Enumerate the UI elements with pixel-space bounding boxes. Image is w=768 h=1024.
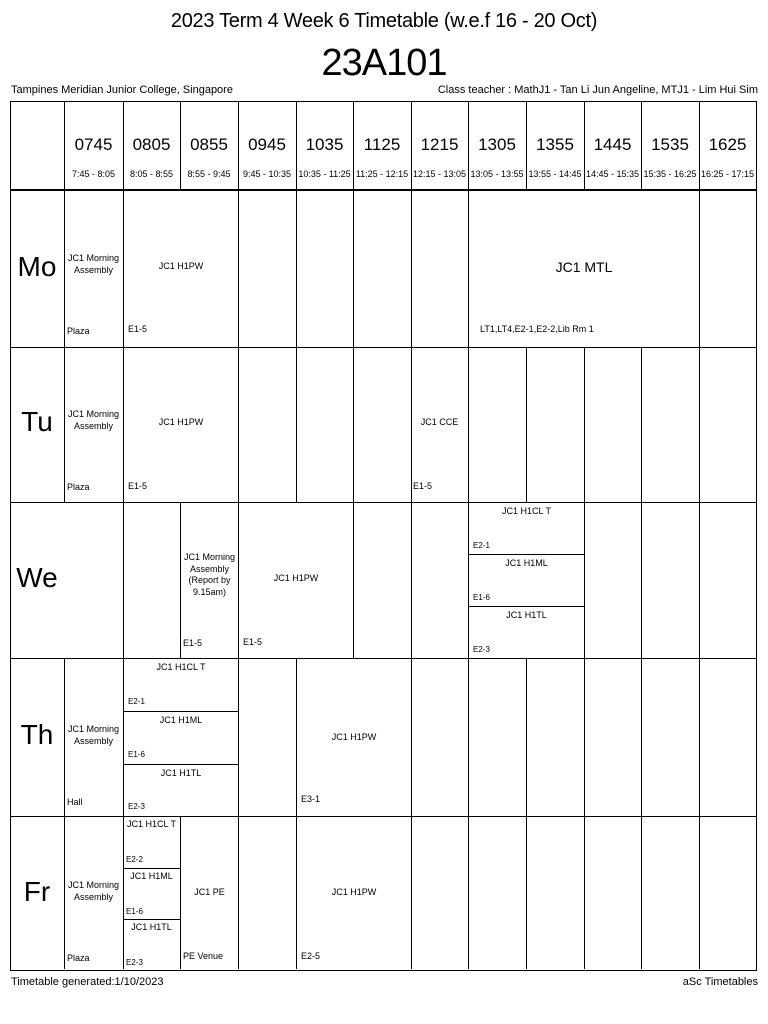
period-number: 0945	[248, 135, 286, 154]
cell-divider	[238, 817, 239, 969]
cell-divider	[526, 817, 527, 969]
period-time: 12:15 - 13:05	[412, 169, 467, 179]
lesson-room: Plaza	[67, 953, 90, 963]
sub-divider	[123, 868, 180, 869]
cell-divider	[699, 817, 700, 969]
lesson-room: E3-1	[301, 794, 321, 804]
lesson-room: E1-6	[473, 593, 490, 602]
cell-divider	[699, 659, 700, 816]
lesson-room: E1-6	[128, 750, 145, 759]
software-credit: aSc Timetables	[682, 976, 758, 988]
lesson-room: E1-5	[413, 481, 433, 491]
lesson-room: E1-5	[243, 637, 263, 647]
period-time: 11:25 - 12:15	[355, 169, 409, 179]
lesson-room: E2-1	[473, 541, 490, 550]
lesson-h1pw: JC1 H1PW	[273, 573, 319, 583]
cell-divider	[468, 503, 469, 658]
cell-divider	[123, 503, 124, 658]
lesson-room: E2-2	[126, 855, 143, 864]
cell-divider	[468, 659, 469, 816]
cell-divider	[699, 503, 700, 658]
lesson-room: PE Venue	[183, 951, 224, 961]
cell-divider	[699, 348, 700, 502]
lesson-room: Hall	[67, 797, 83, 807]
cell-divider	[64, 190, 65, 347]
lesson-room: E1-6	[126, 907, 143, 916]
lesson-h1ml: JC1 H1ML	[159, 715, 203, 725]
cell-divider	[123, 817, 124, 969]
cell-divider	[411, 190, 412, 347]
period-number: 1535	[651, 135, 689, 154]
period-time: 10:35 - 11:25	[298, 169, 351, 179]
cell-divider	[468, 348, 469, 502]
lesson-room: E2-3	[126, 958, 143, 967]
lesson-assembly-report: JC1 Morning Assembly (Report by 9.15am)	[183, 552, 236, 598]
day-label-mo: Mo	[17, 251, 57, 282]
period-time: 16:25 - 17:15	[700, 169, 755, 179]
period-number: 1035	[305, 135, 344, 154]
lesson-h1tl: JC1 H1TL	[131, 922, 172, 932]
period-number: 1445	[593, 135, 632, 154]
cell-divider	[641, 659, 642, 816]
lesson-h1clt: JC1 H1CL T	[501, 506, 552, 516]
sub-divider	[123, 711, 238, 712]
sub-divider	[123, 919, 180, 920]
period-number: 0855	[190, 135, 228, 154]
cell-divider	[296, 190, 297, 347]
lesson-assembly: JC1 Morning Assembly	[67, 409, 120, 431]
lesson-assembly: JC1 Morning Assembly	[67, 253, 120, 275]
lesson-h1tl: JC1 H1TL	[160, 768, 202, 778]
lesson-room: E1-5	[183, 638, 203, 648]
class-teacher: Class teacher : MathJ1 - Tan Li Jun Angeline, MTJ1 - Lim Hui Sim	[437, 84, 758, 96]
period-number: 0745	[74, 135, 113, 154]
lesson-mtl: JC1 MTL	[555, 259, 613, 275]
period-number: 1125	[363, 135, 401, 154]
period-time: 15:35 - 16:25	[643, 169, 697, 179]
day-label-fr: Fr	[23, 876, 51, 907]
period-number: 0805	[132, 135, 171, 154]
period-number: 1625	[708, 135, 747, 154]
cell-divider	[526, 659, 527, 816]
lesson-h1ml: JC1 H1ML	[505, 558, 548, 568]
lesson-h1pw: JC1 H1PW	[331, 887, 377, 897]
cell-divider	[411, 817, 412, 969]
cell-divider	[238, 659, 239, 816]
lesson-assembly: JC1 Morning Assembly	[67, 724, 120, 746]
lesson-h1pw: JC1 H1PW	[158, 261, 204, 271]
cell-divider	[411, 659, 412, 816]
lesson-h1clt: JC1 H1CL T	[156, 662, 206, 672]
lesson-room: E2-3	[473, 645, 490, 654]
period-time: 7:45 - 8:05	[71, 169, 116, 179]
lesson-room: E2-5	[301, 951, 321, 961]
cell-divider	[64, 659, 65, 816]
cell-divider	[238, 348, 239, 502]
lesson-room: E1-5	[128, 324, 148, 334]
sub-divider	[468, 554, 584, 555]
period-time: 14:45 - 15:35	[585, 169, 640, 179]
period-number: 1355	[536, 135, 574, 154]
class-name: 23A101	[321, 42, 447, 84]
cell-divider	[296, 348, 297, 502]
sub-divider	[123, 764, 238, 765]
lesson-h1ml: JC1 H1ML	[130, 871, 173, 881]
cell-divider	[641, 348, 642, 502]
lesson-room: LT1,LT4,E2-1,E2-2,Lib Rm 1	[480, 324, 594, 334]
lesson-room: Plaza	[67, 326, 90, 336]
cell-divider	[353, 348, 354, 502]
day-label-th: Th	[20, 719, 54, 750]
timetable-grid	[10, 101, 757, 971]
period-time: 8:55 - 9:45	[187, 169, 231, 179]
cell-divider	[468, 817, 469, 969]
lesson-room: E1-5	[128, 481, 148, 491]
cell-divider	[411, 503, 412, 658]
day-label-we: We	[16, 562, 58, 593]
lesson-h1tl: JC1 H1TL	[506, 610, 547, 620]
cell-divider	[584, 348, 585, 502]
cell-divider	[353, 503, 354, 658]
lesson-assembly: JC1 Morning Assembly	[67, 880, 120, 902]
lesson-cce: JC1 CCE	[420, 417, 459, 427]
cell-divider	[584, 503, 585, 658]
cell-divider	[526, 348, 527, 502]
period-time: 8:05 - 8:55	[129, 169, 174, 179]
timetable-title: 2023 Term 4 Week 6 Timetable (w.e.f 16 - 20 Oct)	[170, 10, 598, 32]
period-time: 9:45 - 10:35	[242, 169, 292, 179]
lesson-h1clt: JC1 H1CL T	[126, 819, 177, 829]
cell-divider	[238, 190, 239, 347]
lesson-room: E2-3	[128, 802, 145, 811]
lesson-room: Plaza	[67, 482, 90, 492]
cell-divider	[64, 348, 65, 502]
cell-divider	[699, 190, 700, 347]
period-number: 1305	[478, 135, 516, 154]
lesson-pe: JC1 PE	[194, 887, 225, 897]
period-number: 1215	[420, 135, 459, 154]
lesson-h1pw: JC1 H1PW	[158, 417, 204, 427]
cell-divider	[64, 817, 65, 969]
day-label-tu: Tu	[21, 406, 53, 437]
sub-divider	[468, 606, 584, 607]
lesson-room: E2-1	[128, 697, 145, 706]
cell-divider	[641, 503, 642, 658]
period-time: 13:05 - 13:55	[470, 169, 524, 179]
lesson-h1pw: JC1 H1PW	[331, 732, 377, 742]
generated-date: Timetable generated:1/10/2023	[11, 976, 164, 988]
cell-divider	[123, 659, 124, 816]
cell-divider	[584, 659, 585, 816]
period-time: 13:55 - 14:45	[528, 169, 582, 179]
cell-divider	[584, 817, 585, 969]
cell-divider	[641, 817, 642, 969]
school-name: Tampines Meridian Junior College, Singapore	[11, 84, 233, 96]
cell-divider	[353, 190, 354, 347]
